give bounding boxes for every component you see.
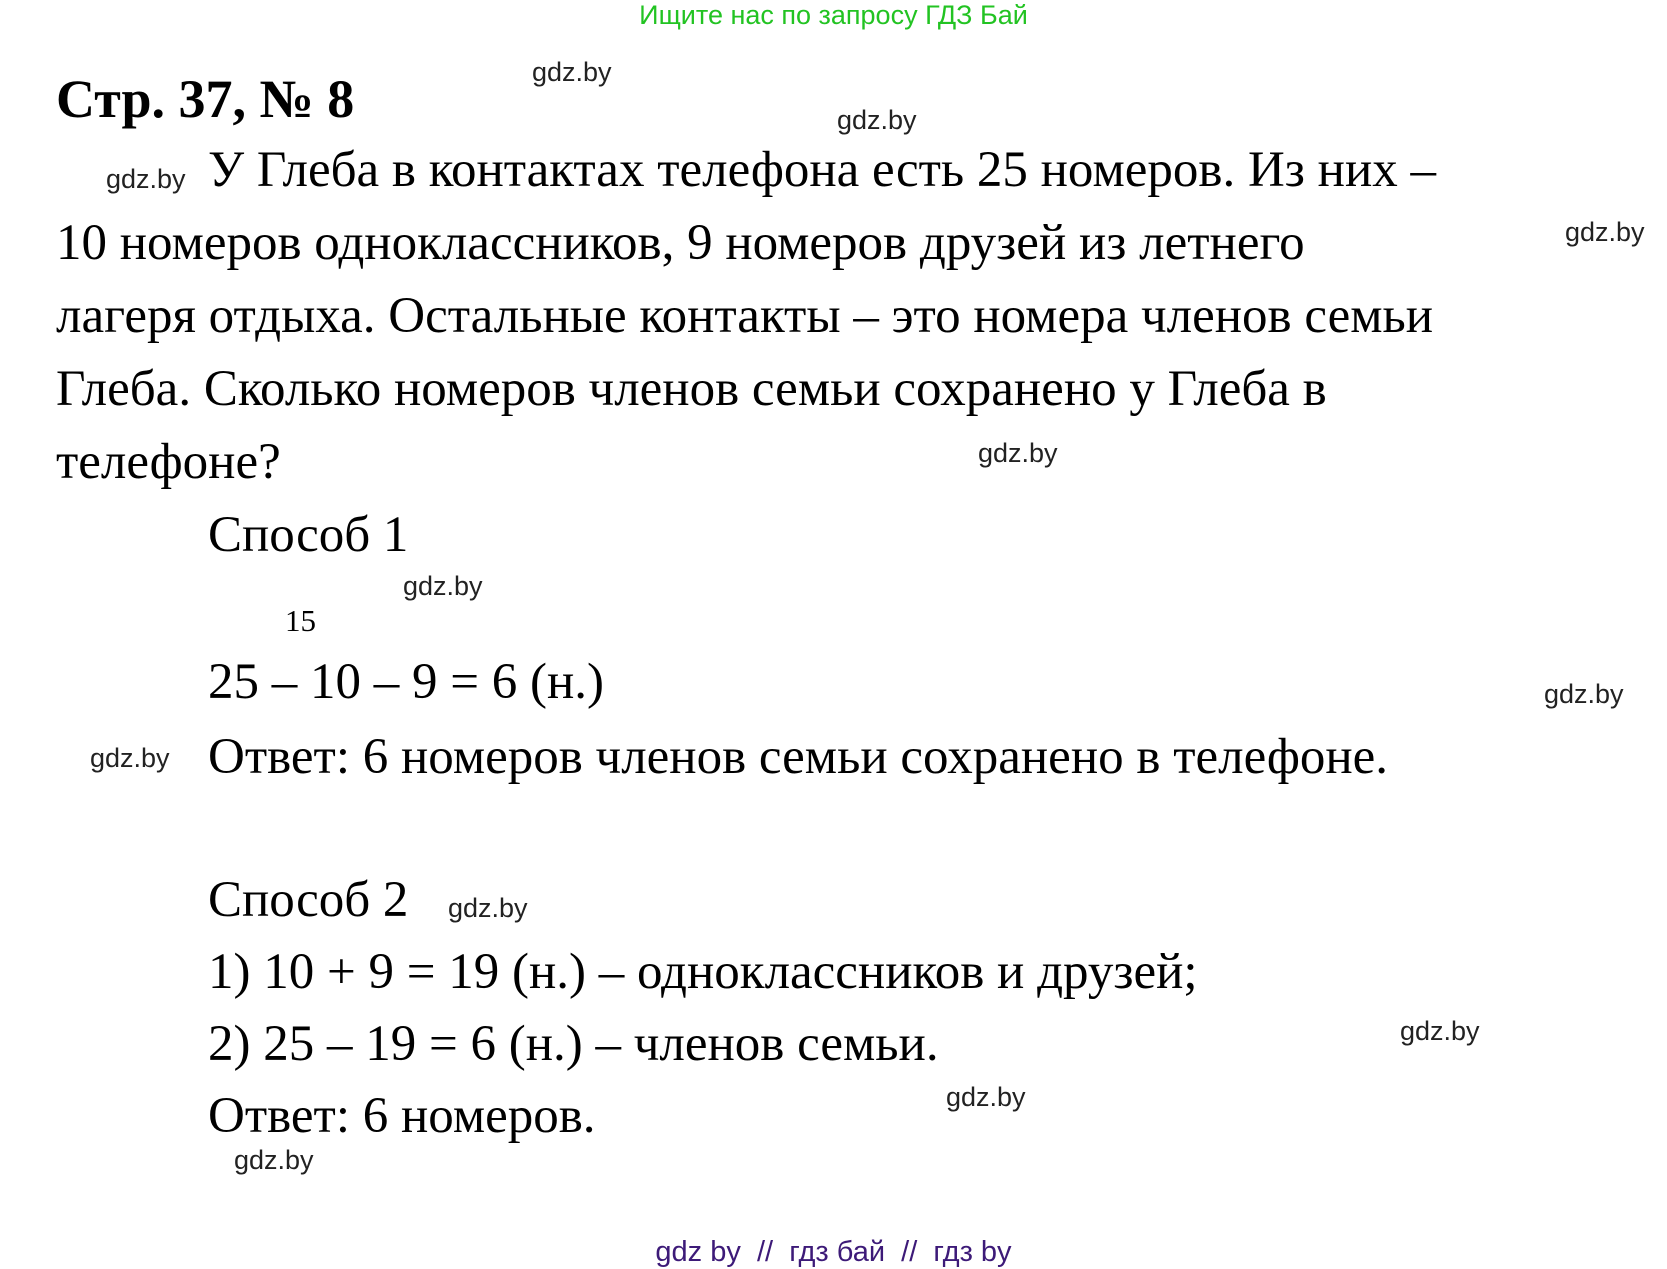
watermark: gdz.by: [403, 571, 483, 601]
problem-line: Глеба. Сколько номеров членов семьи сохранено у Глеба в: [56, 361, 1327, 417]
method1-note: 15: [285, 603, 316, 638]
watermark: gdz.by: [1565, 217, 1645, 247]
watermark: gdz.by: [1400, 1016, 1480, 1046]
page-title: Стр. 37, № 8: [56, 69, 355, 129]
watermark: gdz.by: [234, 1145, 314, 1175]
problem-line: У Глеба в контактах телефона есть 25 номеров. Из них –: [208, 142, 1437, 198]
watermark: gdz.by: [1544, 679, 1624, 709]
problem-line: 10 номеров одноклассников, 9 номеров друзей из летнего: [56, 215, 1305, 271]
problem-line: телефоне?: [56, 434, 281, 490]
method2-answer: Ответ: 6 номеров.: [208, 1088, 596, 1144]
method1-answer: Ответ: 6 номеров членов семьи сохранено в телефоне.: [208, 729, 1389, 785]
method2-step1: 1) 10 + 9 = 19 (н.) – одноклассников и друзей;: [208, 944, 1198, 1000]
method2-heading: Способ 2: [208, 872, 409, 928]
watermark: gdz.by: [978, 438, 1058, 468]
watermark: gdz.by: [946, 1082, 1026, 1112]
watermark: gdz.by: [837, 105, 917, 135]
watermark: gdz.by: [448, 893, 528, 923]
search-banner: Ищите нас по запросу ГДЗ Бай: [639, 0, 1028, 30]
method1-heading: Способ 1: [208, 507, 409, 563]
watermark: gdz.by: [90, 743, 170, 773]
method1-equation: 25 – 10 – 9 = 6 (н.): [208, 654, 605, 710]
watermark: gdz.by: [106, 164, 186, 194]
footer-links: gdz by // гдз бай // гдз by: [655, 1236, 1012, 1268]
method2-step2: 2) 25 – 19 = 6 (н.) – членов семьи.: [208, 1016, 939, 1072]
problem-line: лагеря отдыха. Остальные контакты – это номера членов семьи: [56, 288, 1434, 344]
watermark: gdz.by: [532, 57, 612, 87]
